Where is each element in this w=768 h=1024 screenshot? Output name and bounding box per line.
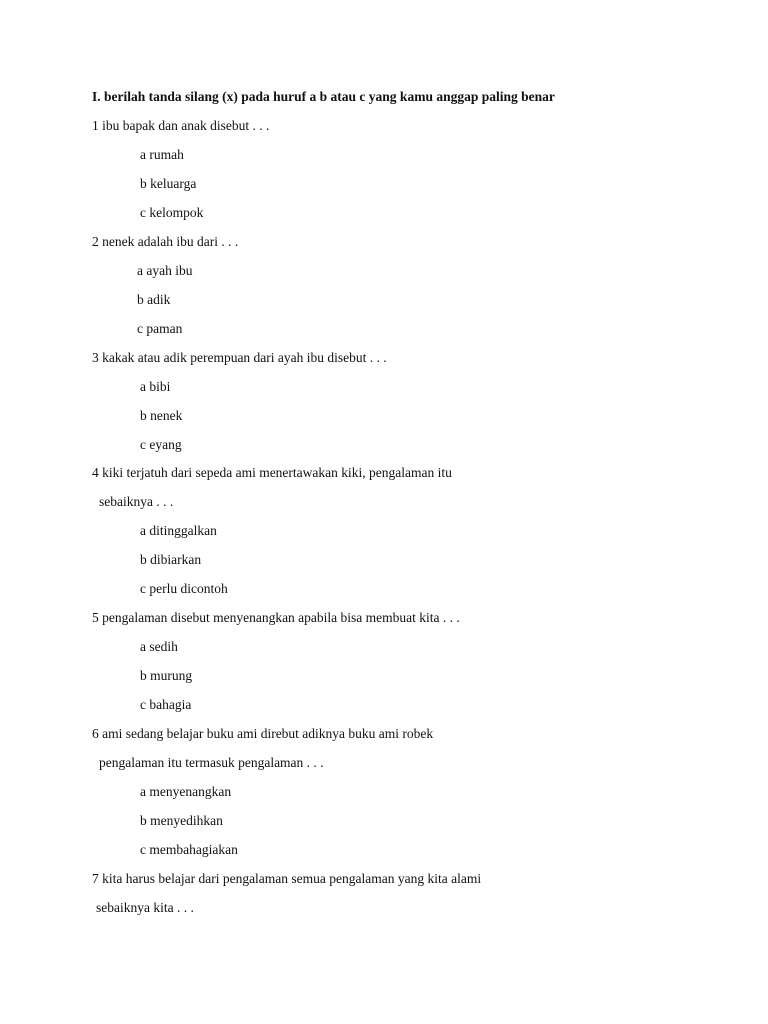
question-3-option-a[interactable]: a bibi bbox=[140, 379, 171, 394]
question-1-option-b[interactable]: b keluarga bbox=[140, 176, 197, 191]
question-6-option-b[interactable]: b menyedihkan bbox=[140, 813, 223, 828]
question-6-option-a[interactable]: a menyenangkan bbox=[140, 784, 232, 799]
instruction-heading: I. berilah tanda silang (x) pada huruf a b atau c yang kamu anggap paling benar bbox=[92, 89, 555, 104]
question-4: 4 kiki terjatuh dari sepeda ami menertawakan kiki, pengalaman itu bbox=[92, 465, 452, 480]
question-6-continuation: pengalaman itu termasuk pengalaman . . . bbox=[99, 755, 324, 770]
question-5-option-b[interactable]: b murung bbox=[140, 668, 193, 683]
question-4-continuation: sebaiknya . . . bbox=[99, 494, 174, 509]
question-5-option-c[interactable]: c bahagia bbox=[140, 697, 192, 712]
question-7: 7 kita harus belajar dari pengalaman semua pengalaman yang kita alami bbox=[92, 871, 482, 886]
question-2-option-a[interactable]: a ayah ibu bbox=[137, 263, 193, 278]
question-1-option-c[interactable]: c kelompok bbox=[140, 205, 204, 220]
question-3: 3 kakak atau adik perempuan dari ayah ibu disebut . . . bbox=[92, 350, 387, 365]
question-3-option-b[interactable]: b nenek bbox=[140, 408, 183, 423]
question-5-option-a[interactable]: a sedih bbox=[140, 639, 178, 654]
question-6: 6 ami sedang belajar buku ami direbut adiknya buku ami robek bbox=[92, 726, 434, 741]
question-5: 5 pengalaman disebut menyenangkan apabila bisa membuat kita . . . bbox=[92, 610, 460, 625]
question-6-option-c[interactable]: c membahagiakan bbox=[140, 842, 238, 857]
question-7-continuation: sebaiknya kita . . . bbox=[96, 900, 194, 915]
question-2-option-c[interactable]: c paman bbox=[137, 321, 183, 336]
question-2-option-b[interactable]: b adik bbox=[137, 292, 171, 307]
question-4-option-c[interactable]: c perlu dicontoh bbox=[140, 581, 228, 596]
question-3-option-c[interactable]: c eyang bbox=[140, 437, 182, 452]
question-1-option-a[interactable]: a rumah bbox=[140, 147, 184, 162]
question-4-option-a[interactable]: a ditinggalkan bbox=[140, 523, 217, 538]
question-2: 2 nenek adalah ibu dari . . . bbox=[92, 234, 239, 249]
question-4-option-b[interactable]: b dibiarkan bbox=[140, 552, 202, 567]
question-1: 1 ibu bapak dan anak disebut . . . bbox=[92, 118, 270, 133]
